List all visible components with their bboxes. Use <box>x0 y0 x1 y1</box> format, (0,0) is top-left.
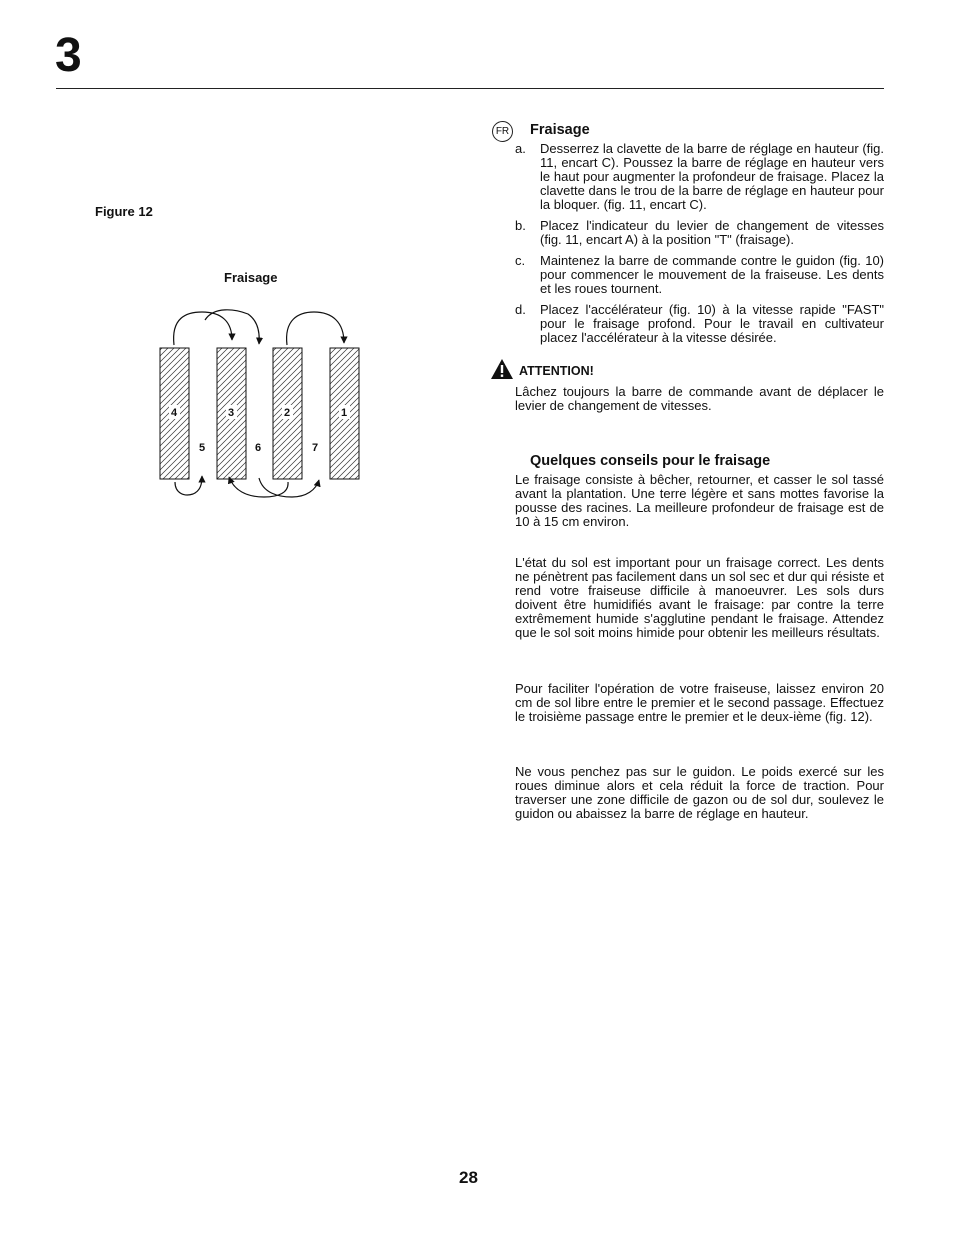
step-a <box>515 142 884 212</box>
step-text: Placez l'accélérateur (fig. 10) à la vitesse rapide "FAST" pour le fraisage profond. Pour le travail en cultivateur placez l'accélérateur à la vitesse désirée. <box>540 302 884 345</box>
turn-arrow-bottom-middle <box>229 477 288 497</box>
pass-number-6: 6 <box>254 442 262 454</box>
figure-title: Fraisage <box>224 270 278 285</box>
step-text: Desserrez la clavette de la barre de réglage en hauteur (fig. 11, encart C). Poussez la barre de réglage en hauteur vers le haut pour augmenter la profondeur de fraisage. Placez la clavette dans le trou de la barre de réglage en hauteur pour la bloquer. (fig. 11, encart C). <box>540 141 884 212</box>
language-badge: FR <box>492 121 513 142</box>
step-text: Placez l'indicateur du levier de changement de vitesses (fig. 11, encart A) à la position "T" (fraisage). <box>540 218 884 247</box>
pass-number-3: 3 <box>227 407 235 419</box>
tips-paragraph-3: Pour faciliter l'opération de votre fraiseuse, laissez environ 20 cm de sol libre entre le premier et le second passage. Effectuez le troisième passage entre le premier et le deux-ième (fig. 12). <box>515 681 884 724</box>
step-text: Maintenez la barre de commande contre le guidon (fig. 10) pour commencer le mouvement de la fraiseuse. Les dents et les roues tournent. <box>540 253 884 296</box>
tips-paragraph-1: Le fraisage consiste à bêcher, retourner, et casser le sol tassé avant la plantation. Une terre légère et sans mottes favorise la pousse des racines. La meilleure profondeur de fraisage est de 10 à 15 cm environ. <box>515 472 884 529</box>
section-title-fraisage: Fraisage <box>530 122 590 138</box>
pass-number-7: 7 <box>311 442 319 454</box>
tips-paragraph-4: Ne vous penchez pas sur le guidon. Le poids exercé sur les roues diminue alors et cela réduit la force de traction. Pour traverser une zone difficile de gazon ou de sol dur, soulevez le guidon ou abaissez la barre de réglage en hauteur. <box>515 764 884 821</box>
section-title-tips: Quelques conseils pour le fraisage <box>530 453 771 469</box>
pass-number-2: 2 <box>283 407 291 419</box>
turn-arrow-top-right <box>287 312 344 345</box>
chapter-number: 3 <box>55 29 82 82</box>
warning-text: Lâchez toujours la barre de commande avant de déplacer le levier de changement de vitesses. <box>515 384 884 413</box>
pass-number-1: 1 <box>340 407 348 419</box>
step-letter: b. <box>515 218 526 233</box>
step-c <box>515 254 884 296</box>
step-letter: c. <box>515 253 526 268</box>
page-number: 28 <box>459 1168 478 1187</box>
tilling-pattern-diagram <box>140 300 380 510</box>
turn-arrow-bottom-right <box>259 478 319 497</box>
header-divider <box>56 88 884 89</box>
pass-number-5: 5 <box>198 442 206 454</box>
figure-label: Figure 12 <box>95 204 153 219</box>
warning-label: ATTENTION! <box>519 364 594 378</box>
pass-number-4: 4 <box>170 407 178 419</box>
tips-paragraph-2: L'état du sol est important pour un fraisage correct. Les dents ne pénètrent pas facilement dans un sol sec et dur qui résiste et rend votre fraiseuse difficile à manoeuvrer. Les sols durs doivent être humidifiés avant le fraisage: par contre la terre extrêmement humide s'agglutine pendant le fraisage. Attendez que le sol soit moins himide pour obtenir les meilleurs résultats. <box>515 555 884 640</box>
step-d <box>515 303 884 345</box>
step-letter: a. <box>515 141 526 156</box>
step-b <box>515 219 884 247</box>
step-letter: d. <box>515 302 526 317</box>
warning-icon <box>490 358 514 380</box>
turn-arrow-top-left <box>174 312 232 345</box>
